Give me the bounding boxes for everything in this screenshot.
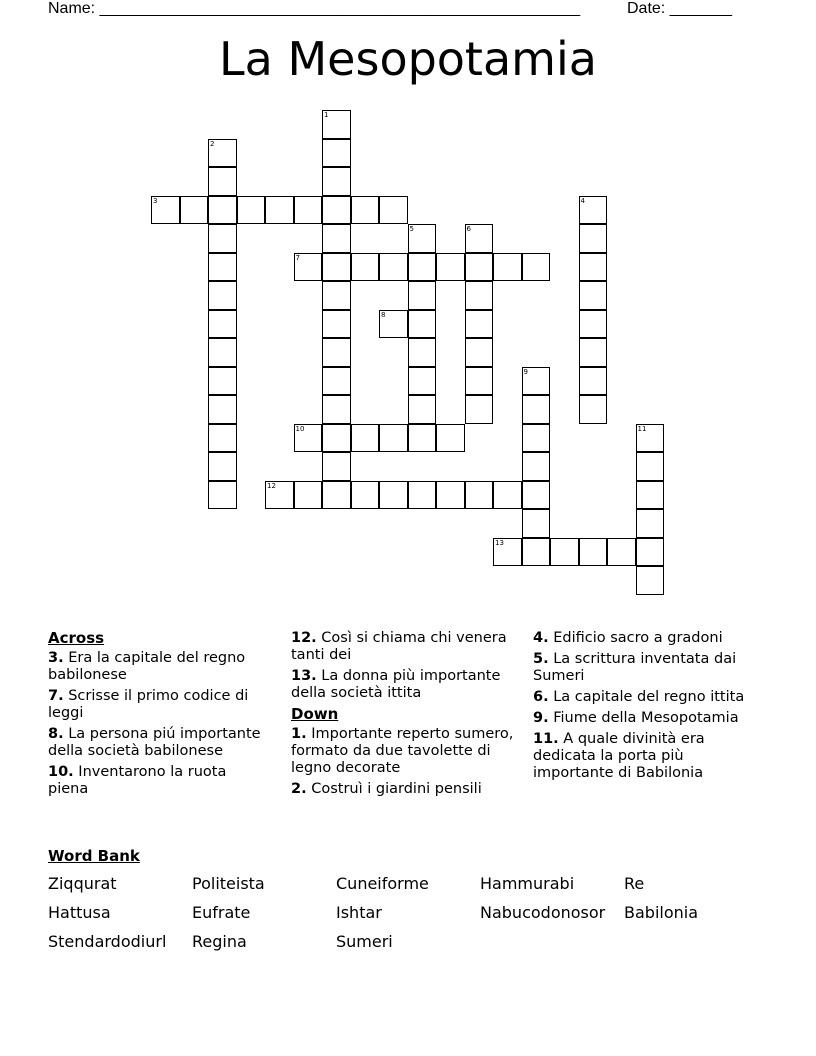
clue-text: Importante reperto sumero, formato da due tavolette di legno decorate: [291, 726, 514, 776]
grid-cell[interactable]: [379, 424, 408, 453]
clue-number: 13.: [291, 668, 317, 684]
clue-number: 3.: [48, 650, 64, 666]
clue-down-4: [533, 630, 758, 647]
grid-cell[interactable]: [351, 196, 380, 225]
grid-cell[interactable]: [180, 196, 209, 225]
grid-cell[interactable]: [208, 452, 237, 481]
grid-cell[interactable]: [408, 395, 437, 424]
clue-text: La donna più importante della società ittita: [291, 668, 501, 701]
grid-cell[interactable]: [607, 538, 636, 567]
clues-column-2: [291, 630, 516, 802]
grid-cell[interactable]: [208, 481, 237, 510]
word-bank-item: Sumeri: [336, 932, 393, 951]
grid-cell[interactable]: [208, 424, 237, 453]
word-bank-item: Hattusa: [48, 903, 111, 922]
clue-text: Così si chiama chi venera tanti dei: [291, 630, 507, 663]
grid-cell[interactable]: [436, 253, 465, 282]
clue-number: 11.: [533, 731, 559, 747]
grid-cell[interactable]: [208, 367, 237, 396]
grid-cell[interactable]: [465, 338, 494, 367]
across-heading: Across: [48, 629, 105, 647]
grid-cell[interactable]: [522, 452, 551, 481]
grid-cell[interactable]: [408, 253, 437, 282]
cell-number: 8: [381, 310, 386, 319]
grid-cell[interactable]: [322, 196, 351, 225]
clue-text: La scrittura inventata dai Sumeri: [533, 651, 737, 684]
clue-number: 1.: [291, 726, 307, 742]
clue-number: 10.: [48, 764, 74, 780]
word-bank: [48, 874, 768, 951]
cell-number: 7: [295, 253, 300, 262]
grid-cell[interactable]: [322, 338, 351, 367]
grid-cell[interactable]: [465, 395, 494, 424]
clue-text: La capitale del regno ittita: [553, 689, 745, 705]
grid-cell[interactable]: [379, 481, 408, 510]
cell-number: 1: [324, 111, 329, 119]
grid-cell[interactable]: [322, 253, 351, 282]
word-bank-item: Ishtar: [336, 903, 382, 922]
word-bank-item: Hammurabi: [480, 874, 575, 893]
grid-cell[interactable]: [351, 253, 380, 282]
grid-cell[interactable]: [294, 481, 323, 510]
word-bank-item: Re: [624, 874, 645, 893]
name-field-label: Name: ______________________________________________________: [48, 0, 581, 17]
grid-cell[interactable]: [322, 481, 351, 510]
cell-number: 13: [495, 538, 504, 547]
clue-across-10: [48, 764, 268, 798]
word-bank-item: Babilonia: [624, 903, 699, 922]
grid-cell[interactable]: [237, 196, 266, 225]
grid-cell[interactable]: [436, 424, 465, 453]
clue-number: 7.: [48, 688, 64, 704]
clue-across-13: [291, 668, 516, 702]
grid-cell[interactable]: [465, 281, 494, 310]
clue-text: La persona piú importante della società babilonese: [48, 726, 261, 759]
cell-number: 2: [210, 139, 215, 148]
cell-number: 10: [295, 424, 305, 433]
word-bank-item: Regina: [192, 932, 247, 951]
grid-cell[interactable]: [636, 566, 665, 595]
grid-cell[interactable]: [379, 310, 408, 339]
grid-cell[interactable]: [465, 367, 494, 396]
grid-cell[interactable]: [294, 253, 323, 282]
grid-cell[interactable]: [351, 424, 380, 453]
grid-cell[interactable]: [522, 509, 551, 538]
grid-cell[interactable]: [636, 481, 665, 510]
clue-text: Scrisse il primo codice di leggi: [48, 688, 249, 721]
grid-cell[interactable]: [351, 481, 380, 510]
down-heading: Down: [291, 705, 339, 723]
clue-across-3: [48, 650, 268, 684]
clue-down-9: [533, 710, 758, 727]
word-bank-item: Stendardodiurl: [48, 932, 167, 951]
clue-down-2: [291, 781, 516, 798]
word-bank-heading: Word Bank: [48, 847, 140, 865]
grid-cell[interactable]: [408, 481, 437, 510]
clue-down-11: [533, 731, 758, 782]
grid-cell[interactable]: [550, 538, 579, 567]
clues-column-1: [48, 630, 268, 802]
cell-number: 3: [153, 196, 158, 205]
cell-number: 4: [580, 196, 585, 205]
grid-cell[interactable]: [322, 281, 351, 310]
grid-cell[interactable]: [636, 509, 665, 538]
grid-cell[interactable]: [408, 338, 437, 367]
clue-across-12: [291, 630, 516, 664]
word-bank-item: Cuneiforme: [336, 874, 429, 893]
grid-cell[interactable]: [208, 310, 237, 339]
clue-text: A quale divinità era dedicata la porta più importante di Babilonia: [533, 731, 705, 781]
grid-cell[interactable]: [322, 367, 351, 396]
grid-cell[interactable]: [579, 310, 608, 339]
clue-down-1: [291, 726, 516, 777]
grid-cell[interactable]: [579, 367, 608, 396]
word-bank-item: Politeista: [192, 874, 265, 893]
grid-cell[interactable]: [579, 224, 608, 253]
clue-number: 8.: [48, 726, 64, 742]
grid-cell[interactable]: [294, 196, 323, 225]
grid-cell[interactable]: [636, 452, 665, 481]
grid-cell[interactable]: [465, 224, 494, 253]
clue-number: 6.: [533, 689, 549, 705]
grid-cell[interactable]: [408, 310, 437, 339]
grid-cell[interactable]: [208, 167, 237, 196]
grid-cell[interactable]: [208, 224, 237, 253]
grid-cell[interactable]: [522, 424, 551, 453]
grid-cell[interactable]: [579, 253, 608, 282]
grid-cell[interactable]: [465, 253, 494, 282]
clue-number: 4.: [533, 630, 549, 646]
grid-cell[interactable]: [322, 224, 351, 253]
cell-number: 12: [267, 481, 276, 490]
grid-cell[interactable]: [294, 424, 323, 453]
clue-number: 2.: [291, 781, 307, 797]
clue-text: Era la capitale del regno babilonese: [48, 650, 246, 683]
clue-across-8: [48, 726, 268, 760]
grid-cell[interactable]: [408, 224, 437, 253]
word-bank-item: Eufrate: [192, 903, 251, 922]
grid-cell[interactable]: [379, 196, 408, 225]
clue-across-7: [48, 688, 268, 722]
grid-cell[interactable]: [522, 253, 551, 282]
grid-cell[interactable]: [151, 196, 180, 225]
grid-cell[interactable]: [579, 281, 608, 310]
grid-cell[interactable]: [493, 253, 522, 282]
grid-cell[interactable]: [208, 253, 237, 282]
grid-cell[interactable]: [208, 338, 237, 367]
grid-cell[interactable]: [636, 424, 665, 453]
date-field-label: Date: _______: [627, 0, 732, 17]
grid-cell[interactable]: [322, 167, 351, 196]
clues-column-3: [533, 630, 758, 786]
clue-text: Fiume della Mesopotamia: [553, 710, 739, 726]
word-bank-item: Ziqqurat: [48, 874, 117, 893]
clue-down-5: [533, 651, 758, 685]
grid-cell[interactable]: [265, 481, 294, 510]
grid-cell[interactable]: [465, 310, 494, 339]
grid-cell[interactable]: [379, 253, 408, 282]
grid-cell[interactable]: [579, 395, 608, 424]
clue-text: Edificio sacro a gradoni: [553, 630, 723, 646]
grid-cell[interactable]: [322, 452, 351, 481]
grid-cell[interactable]: [522, 481, 551, 510]
clue-text: Costruì i giardini pensili: [311, 781, 482, 797]
grid-cell[interactable]: [208, 196, 237, 225]
grid-cell[interactable]: [322, 424, 351, 453]
grid-cell[interactable]: [322, 110, 351, 139]
grid-cell[interactable]: [322, 139, 351, 168]
clue-down-6: [533, 689, 758, 706]
clue-number: 12.: [291, 630, 317, 646]
grid-cell[interactable]: [493, 481, 522, 510]
cell-number: 9: [523, 367, 528, 376]
clue-text: Inventarono la ruota piena: [48, 764, 227, 797]
grid-cell[interactable]: [322, 395, 351, 424]
grid-cell[interactable]: [579, 538, 608, 567]
cell-number: 6: [466, 225, 471, 233]
grid-cell[interactable]: [465, 481, 494, 510]
grid-cell[interactable]: [408, 367, 437, 396]
grid-cell[interactable]: [208, 395, 237, 424]
grid-cell[interactable]: [265, 196, 294, 225]
cell-number: 11: [637, 424, 647, 433]
cell-number: 5: [409, 225, 414, 233]
clue-number: 9.: [533, 710, 549, 726]
grid-cell[interactable]: [522, 538, 551, 567]
grid-cell[interactable]: [208, 139, 237, 168]
grid-cell[interactable]: [522, 367, 551, 396]
grid-cell[interactable]: [579, 338, 608, 367]
grid-cell[interactable]: [493, 538, 522, 567]
grid-cell[interactable]: [579, 196, 608, 225]
grid-cell[interactable]: [208, 281, 237, 310]
grid-cell[interactable]: [522, 395, 551, 424]
word-bank-item: Nabucodonosor: [480, 903, 606, 922]
grid-cell[interactable]: [408, 281, 437, 310]
page-title: La Mesopotamia: [219, 32, 597, 86]
grid-cell[interactable]: [408, 424, 437, 453]
grid-cell[interactable]: [436, 481, 465, 510]
grid-cell[interactable]: [322, 310, 351, 339]
grid-cell[interactable]: [636, 538, 665, 567]
clue-number: 5.: [533, 651, 549, 667]
